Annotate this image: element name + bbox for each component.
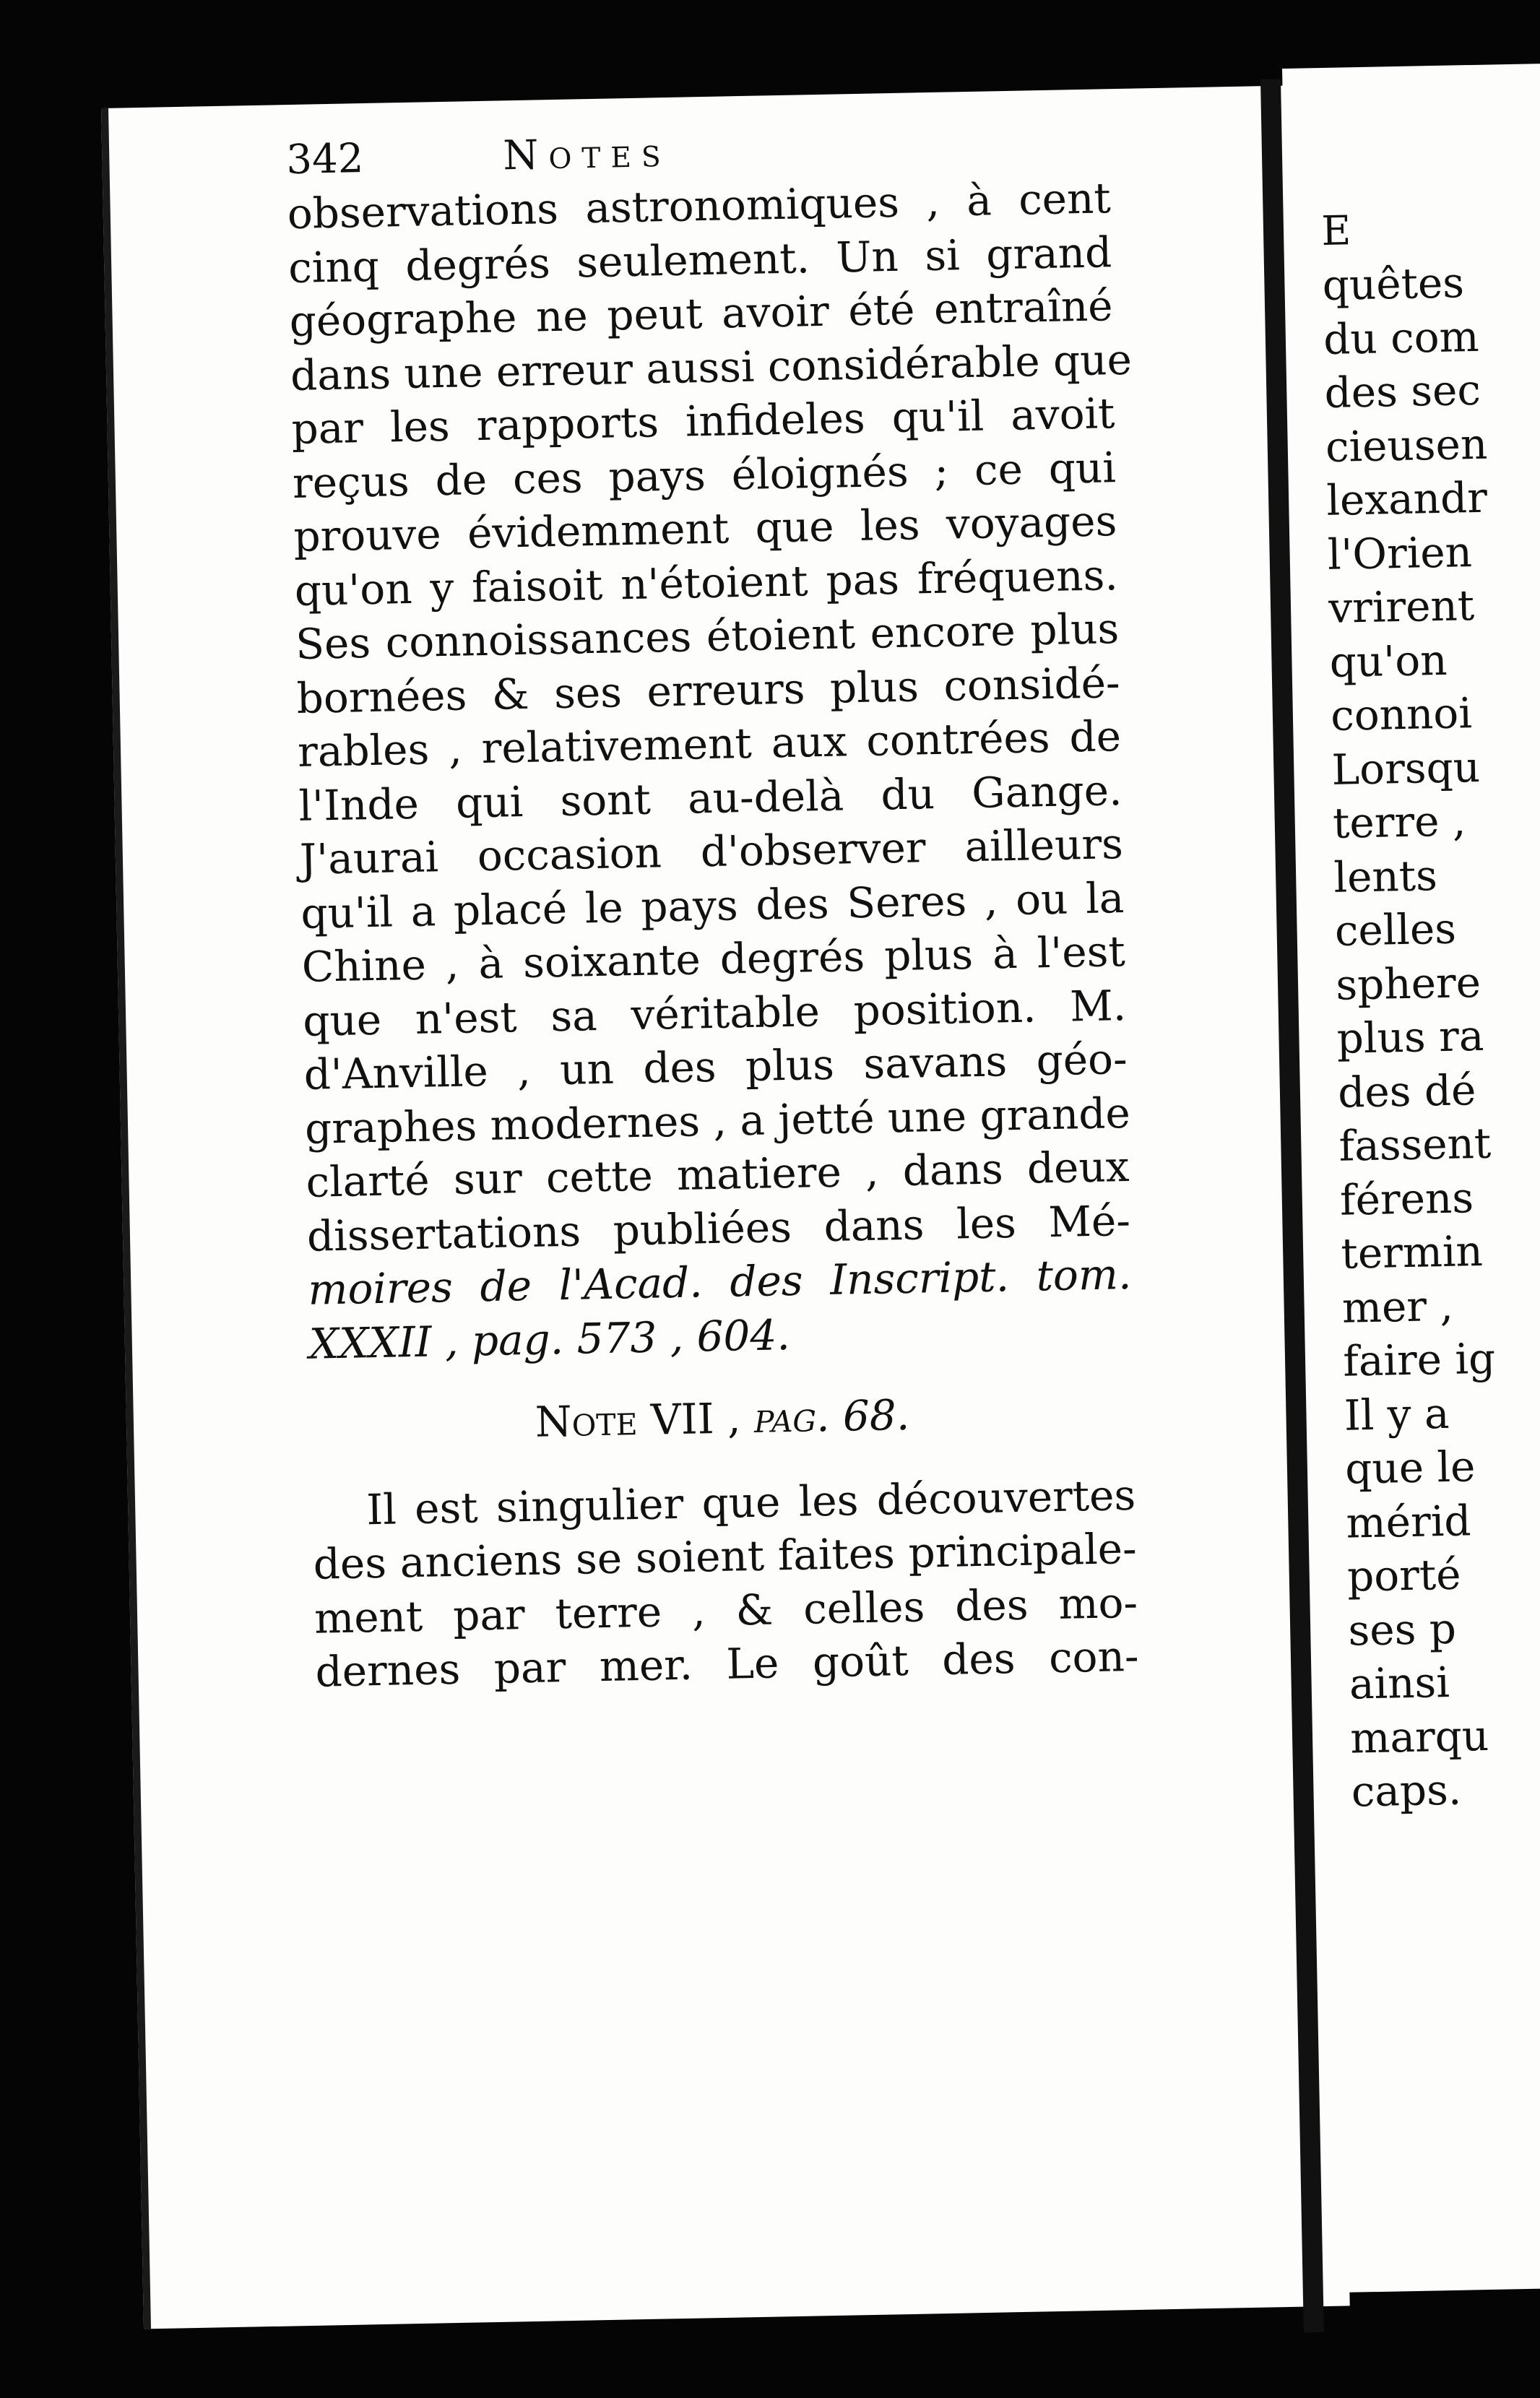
- text-line: rables , relativement aux contrées de: [297, 711, 1122, 776]
- text-line: prouve évidemment que les voyages: [293, 496, 1117, 561]
- note-label: Note VII ,: [535, 1393, 742, 1447]
- text-line: connoi: [1330, 688, 1473, 740]
- text-line: du com: [1323, 311, 1480, 364]
- text-line: d'Anville , un des plus savans géo-: [303, 1034, 1128, 1099]
- text-line: ment par terre , & celles des mo-: [313, 1577, 1138, 1643]
- text-line: faire ig: [1342, 1333, 1496, 1386]
- text-line: Ses connoissances étoient encore plus: [295, 604, 1120, 669]
- text-line: plus ra: [1336, 1010, 1484, 1063]
- text-line: reçus de ces pays éloignés ; ce qui: [292, 442, 1117, 508]
- text-line: cinq degrés seulement. Un si grand: [287, 227, 1112, 293]
- right-page: [1282, 63, 1540, 2293]
- right-body-text: [1322, 253, 1540, 1819]
- text-line: des sec: [1323, 365, 1481, 417]
- text-line: ainsi: [1349, 1657, 1450, 1709]
- text-line: porté: [1346, 1549, 1462, 1601]
- right-running-head: E: [1320, 207, 1351, 255]
- text-line: Chine , à soixante degrés plus à l'est: [301, 927, 1126, 992]
- note-heading: [310, 1384, 1134, 1453]
- text-line: observations astronomiques , à cent: [287, 173, 1112, 239]
- text-line: des anciens se soient faites principale-: [313, 1523, 1138, 1589]
- text-line: l'Inde qui sont au-delà du Gange.: [298, 765, 1123, 831]
- text-line: Lorsqu: [1331, 742, 1481, 795]
- text-line: par les rapports infideles qu'il avoit: [290, 389, 1116, 454]
- text-line: bornées & ses erreurs plus considé-: [296, 657, 1121, 723]
- body-text: [287, 171, 1133, 1371]
- text-line: celles: [1334, 904, 1457, 956]
- text-line: mérid: [1346, 1495, 1472, 1548]
- text-line: quêtes: [1322, 258, 1465, 310]
- text-line: graphes modernes , a jetté une grande: [304, 1088, 1131, 1153]
- text-line: des dé: [1337, 1065, 1476, 1117]
- text-line: ses p: [1347, 1603, 1457, 1655]
- text-line: lexandr: [1325, 472, 1488, 525]
- page-number: 342: [285, 135, 364, 184]
- text-line: Il est singulier que les découvertes: [365, 1470, 1136, 1534]
- running-head: Notes: [502, 129, 672, 180]
- text-line: l'Orien: [1327, 527, 1473, 579]
- left-text-block: [286, 118, 1139, 1699]
- text-line: caps.: [1351, 1765, 1462, 1817]
- text-line: sphere: [1335, 957, 1481, 1010]
- text-line: qu'il a placé le pays des Seres , ou la: [300, 873, 1125, 938]
- text-line: férens: [1339, 1172, 1474, 1225]
- text-line: dernes par mer. Le goût des con-: [314, 1631, 1140, 1697]
- note-page-ref: pag. 68.: [753, 1390, 910, 1442]
- text-line: moires de l'Acad. des Inscript. tom.: [307, 1249, 1132, 1315]
- text-line: cieusen: [1325, 419, 1488, 472]
- text-line: J'aurai occasion d'observer ailleurs: [299, 819, 1124, 884]
- text-line: fassent: [1338, 1118, 1492, 1171]
- text-line: mer ,: [1341, 1281, 1454, 1333]
- note-text: [312, 1468, 1140, 1699]
- text-line: termin: [1340, 1226, 1484, 1278]
- text-line: lents: [1333, 850, 1438, 902]
- text-line: XXXII , pag. 573 , 604.: [308, 1310, 791, 1369]
- text-line: vrirent: [1328, 581, 1475, 633]
- text-line: géographe ne peut avoir été entraîné: [289, 281, 1114, 347]
- text-line: qu'on y faisoit n'étoient pas fréquens.: [294, 550, 1119, 615]
- text-line: que n'est sa véritable position. M.: [302, 980, 1127, 1046]
- text-line: dissertations publiées dans les Mé-: [306, 1195, 1131, 1261]
- text-line: que le: [1344, 1442, 1476, 1494]
- text-line: dans une erreur aussi considérable que: [290, 334, 1133, 400]
- text-line: clarté sur cette matiere , dans deux: [305, 1141, 1130, 1207]
- text-line: marqu: [1349, 1710, 1489, 1763]
- text-line: terre ,: [1332, 796, 1466, 848]
- text-line: qu'on: [1329, 635, 1448, 687]
- right-text-block: [1320, 207, 1540, 1819]
- left-page: [101, 85, 1350, 2329]
- text-line: Il y a: [1344, 1388, 1450, 1440]
